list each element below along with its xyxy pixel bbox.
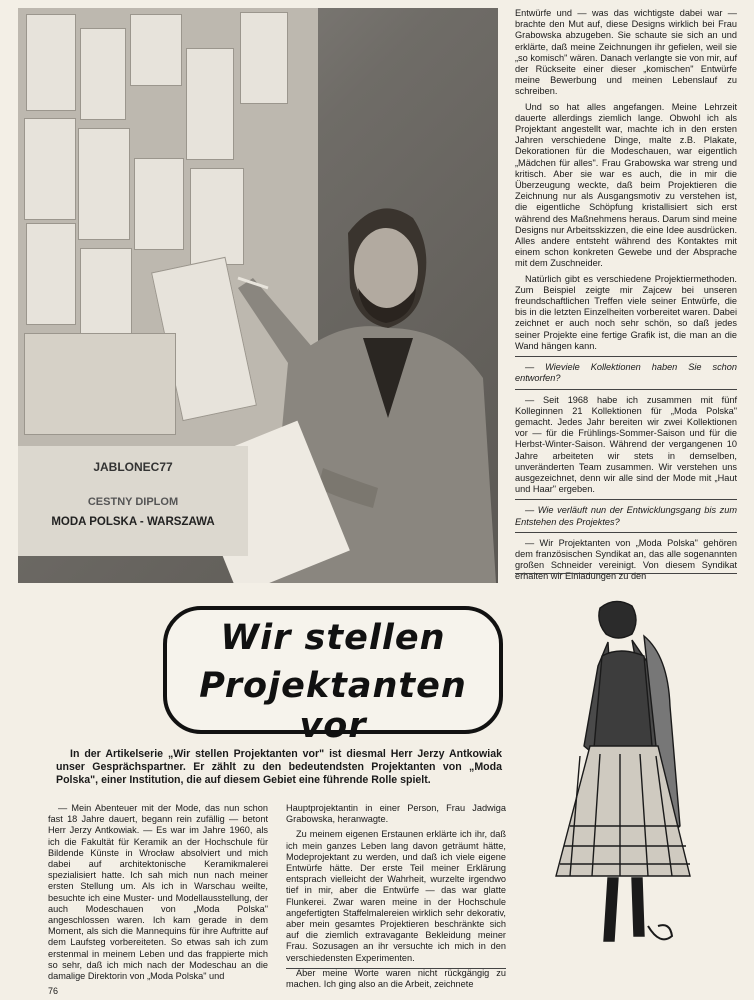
fashion-illustration <box>540 596 715 966</box>
column-end-rule <box>515 573 737 574</box>
article-title <box>163 606 503 746</box>
body-paragraph: — Mein Abenteuer mit der Mode, das nun schon fast 18 Jahre dauert, begann rein zufällig — betont Herr Jerzy Antkowiak. — Es war im Jahre 1960, als ich die Fakultät für Keramik an der Hochschule für Bildende Künste in Wrocław absolviert und mich dabei auf architektonische Keramikmalerei spezialisiert hatte. Ich sah mich nun nach meiner ersten Stellung um. Als ich in Warschau weilte, besuchte ich eine Muster- und Modellausstellung, der auch Modeschauen von „Moda Polska" angeschlossen waren. Ich kam gerade in dem Moment, als sich die Mannequins für ihre Auftritte auf dem Laufsteg vorbereiteten. So etwas sah ich zum erstenmal in meinem Leben und das frappierte mich so sehr, daß ich mich nach der Modeschau an die damalige Direktorin von „Moda Polska" und <box>48 803 268 982</box>
question: — Wieviele Kollektionen haben Sie schon entworfen? <box>515 362 737 384</box>
certificate-line2: CESTNY DIPLOM <box>87 496 179 508</box>
certificate-line1: JABLONEC77 <box>93 460 173 474</box>
right-column <box>515 8 737 587</box>
certificate-line3: MODA POLSKA - WARSZAWA <box>51 516 215 528</box>
body-paragraph: Aber meine Worte waren nicht rückgängig zu machen. Ich ging also an die Arbeit, zeichnete <box>286 967 506 990</box>
page-number: 76 <box>48 986 59 996</box>
body-paragraph: Zu meinem eigenen Erstaunen erklärte ich ihr, daß ich mein ganzes Leben lang davon geträumt hätte, Modeprojektant zu werden, und daß ich viele eigene Entwürfe hätte. Der erste Teil meiner Erklärung entsprach vielleicht der Wahrheit, wurzelte irgendwo tief in mir, aber die Entwürfe — das war glatte Flunkerei. Zwar waren meine in der Hochschule angefertigten Staffelmalereien wirklich sehr dekorativ, aber mein gesamtes Projektieren beschränkte sich auf die ziemlich extravagante Bekleidung meiner Frau. Sozusagen an ihr versuchte ich mich in den verschiedensten Experimenten. <box>286 829 506 963</box>
designer-photo <box>18 8 498 583</box>
body-middle-column <box>286 803 506 994</box>
lead-paragraph: In der Artikelserie „Wir stellen Projektanten vor" ist diesmal Herr Jerzy Antkowiak unser Gesprächspartner. Er zählt zu den bedeutendsten Projektanten von „Moda Polska", einer Institution, die auf diesem Gebiet eine führende Rolle spielt. <box>56 748 502 786</box>
title-line1: Wir stellen <box>220 618 446 658</box>
right-paragraph: Natürlich gibt es verschiedene Projektiermethoden. Zum Beispiel zeigte mir Zajcew bei unseren freundschaftlichen Treffen viele seiner Entwürfe, die bis in die letzten Einzelheiten vorbereitet waren. Dabei zeichnet er auch noch sehr schön, so daß jedes seiner Projekte eine fertige Grafik ist, die man an die Wand hängen kann. <box>515 273 737 351</box>
right-paragraph: Und so hat alles angefangen. Meine Lehrzeit dauerte allerdings ziemlich lange. Obwohl ich als Projektant angestellt war, machte ich in den ersten Jahren verschiedene Dinge, malte z.B. Plakate, Dekorationen für die Modeschauen, war eigentlich „Mädchen für alles". Frau Grabowska war streng und kritisch. Aber sie war es auch, die in mir die Überzeugung weckte, daß beim Projektieren die Zeichnung nur als Ausgangsmotiv zu verstehen ist, die eigentliche Schöpfung kristallisiert sich erst während des Maßnehmens heraus. Darum sind meine Designs nur Arbeitsskizzen, die eine Idee ausdrücken. Alles andere entsteht während des Kontaktes mit einem schon konkreten Gewebe und der Absprache mit dem Zuschneider. <box>515 101 737 269</box>
right-paragraph: Entwürfe und — was das wichtigste dabei war — brachte den Mut auf, diese Designs wirklich bei Frau Grabowska abzugeben. Sie schaute sie sich an und erklärte, daß meine Zeichnungen ihr gefielen, weil sie „so komisch" wären. Danach verlangte sie von mir, auf der Rückseite einer dieser „komischen" Entwürfe meine Bewerbung und meinen Lebenslauf zu schreiben. <box>515 8 737 97</box>
answer: — Wir Projektanten von „Moda Polska" gehören dem französischen Syndikat an, das alle sogenannten großen Schneider vereinigt. Von diesem Syndikat erhalten wir Einladungen zu den <box>515 537 737 582</box>
title-line2: Projektanten vor <box>199 666 467 746</box>
body-end-rule <box>286 968 506 969</box>
certificate <box>18 446 248 556</box>
body-paragraph: Hauptprojektantin in einer Person, Frau Jadwiga Grabowska, heranwagte. <box>286 803 506 825</box>
body-left-column <box>48 803 268 986</box>
answer: — Seit 1968 habe ich zusammen mit fünf Kolleginnen 21 Kollektionen für „Moda Polska" gemacht. Jedes Jahr bereiten wir zwei Kollektionen vor — für die Frühlings-Sommer-Saison und für die Herbst-Winter-Saison. Während der vergangenen 10 Jahre arbeiteten wir stets in demselben, unveränderten Team zusammen. Wir verstehen uns ausgezeichnet, denn wir alle sind der Mode mit „Haut und Haar" ergeben. <box>515 394 737 495</box>
question: — Wie verläuft nun der Entwicklungsgang bis zum Entstehen des Projektes? <box>515 505 737 527</box>
